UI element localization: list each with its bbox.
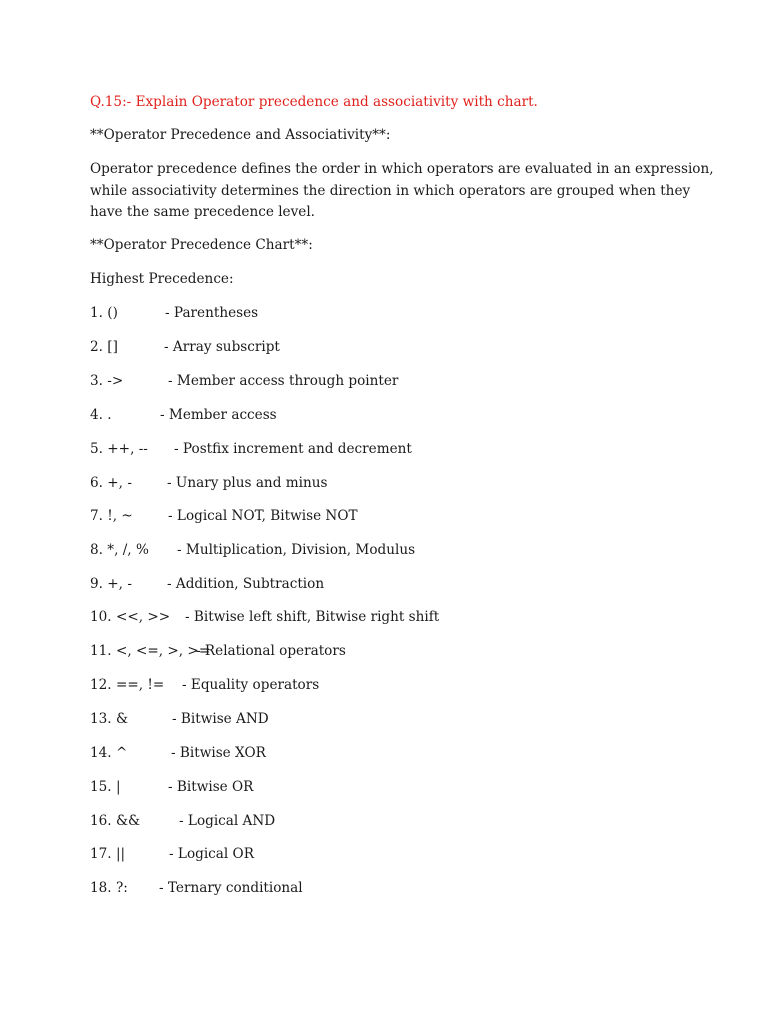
- operator-description: - Member access: [160, 407, 277, 423]
- operator: 15. |: [90, 779, 121, 795]
- operator: 4. .: [90, 407, 112, 423]
- chart-row: [90, 878, 303, 900]
- highest-precedence-label: Highest Precedence:: [90, 271, 234, 287]
- operator-description: - Parentheses: [165, 305, 259, 321]
- operator: 1. (): [90, 305, 118, 321]
- operator-description: - Array subscript: [164, 339, 280, 355]
- paragraph-line: while associativity determines the direction in which operators are grouped when they: [90, 182, 691, 199]
- operator: 13. &: [90, 711, 129, 727]
- operator-description: - Logical NOT, Bitwise NOT: [168, 508, 358, 524]
- chart-row: [90, 303, 258, 325]
- operator-description: - Member access through pointer: [168, 373, 399, 389]
- operator: 14. ^: [90, 745, 128, 761]
- paragraph-line: have the same precedence level.: [90, 204, 315, 220]
- chart-row: [90, 337, 280, 359]
- operator-description: - Logical OR: [169, 846, 254, 862]
- operator: 7. !, ~: [90, 508, 133, 524]
- operator-description: - Bitwise OR: [168, 779, 254, 795]
- operator-description: - Postfix increment and decrement: [174, 441, 412, 457]
- chart-row: [90, 743, 266, 765]
- chart-row: [90, 473, 327, 495]
- operator: 18. ?:: [90, 880, 128, 896]
- operator-description: - Equality operators: [182, 677, 320, 693]
- operator: 10. <<, >>: [90, 609, 171, 625]
- operator: 6. +, -: [90, 475, 132, 491]
- operator: 12. ==, !=: [90, 677, 165, 693]
- operator-description: - Multiplication, Division, Modulus: [177, 542, 416, 558]
- operator: 5. ++, --: [90, 441, 148, 457]
- chart-row: [90, 506, 358, 528]
- operator-description: - Relational operators: [196, 643, 346, 659]
- operator-description: - Unary plus and minus: [167, 475, 328, 491]
- chart-row: [90, 844, 254, 866]
- chart-row: [90, 405, 277, 427]
- paragraph-line: Operator precedence defines the order in which operators are evaluated in an expression,: [90, 161, 714, 177]
- chart-row: [90, 574, 324, 596]
- operator: 8. *, /, %: [90, 542, 149, 558]
- operator-description: - Addition, Subtraction: [167, 576, 325, 592]
- operator-description: - Ternary conditional: [159, 880, 303, 896]
- chart-row: [90, 641, 346, 663]
- operator: 17. ||: [90, 846, 126, 862]
- operator: 9. +, -: [90, 576, 132, 592]
- operator-description: - Logical AND: [179, 813, 276, 829]
- chart-row: [90, 777, 253, 799]
- chart-row: [90, 540, 415, 562]
- section-heading: **Operator Precedence and Associativity**:: [90, 127, 391, 143]
- operator: 3. ->: [90, 373, 124, 389]
- chart-heading: **Operator Precedence Chart**:: [90, 237, 313, 253]
- chart-row: [90, 709, 269, 731]
- operator-description: - Bitwise left shift, Bitwise right shift: [185, 609, 440, 625]
- chart-row: [90, 607, 439, 629]
- operator-description: - Bitwise XOR: [171, 745, 266, 761]
- operator: 16. &&: [90, 813, 141, 829]
- operator: 11. <, <=, >, >=: [90, 643, 211, 659]
- chart-row: [90, 439, 412, 461]
- chart-row: [90, 811, 275, 833]
- chart-row: [90, 675, 319, 697]
- chart-row: [90, 371, 398, 393]
- question-title: Q.15:- Explain Operator precedence and associativity with chart.: [90, 94, 538, 110]
- operator-description: - Bitwise AND: [172, 711, 269, 727]
- operator: 2. []: [90, 339, 118, 355]
